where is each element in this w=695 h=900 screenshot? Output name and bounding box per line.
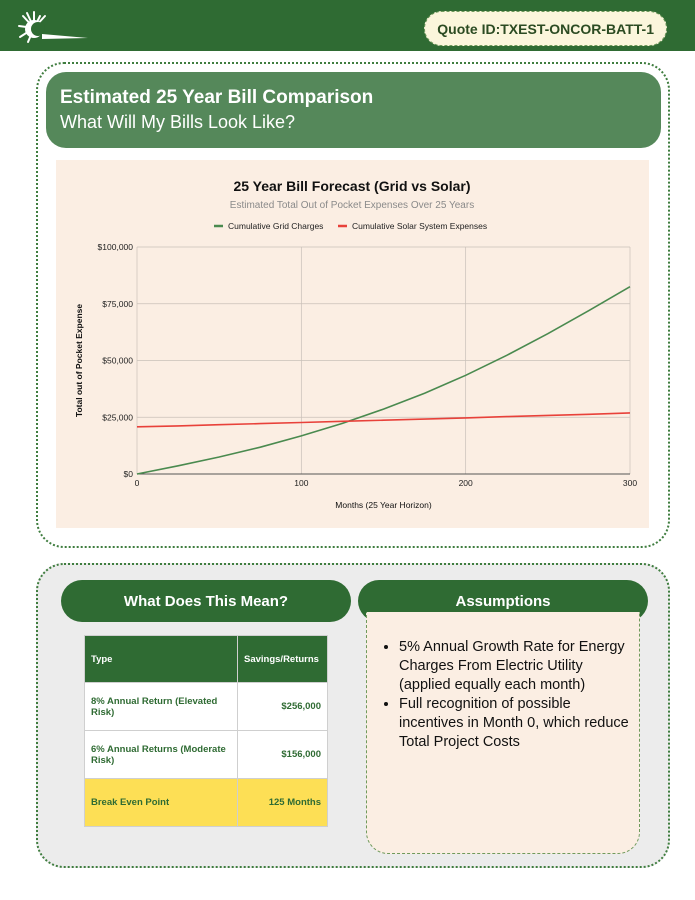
row-type: 8% Annual Return (Elevated Risk) [85,683,238,731]
assumptions-heading: Assumptions [358,580,648,622]
y-tick-label: $50,000 [102,355,133,366]
y-axis-label: Total out of Pocket Expense [74,303,84,418]
table-row [85,731,328,779]
table-row [85,683,328,731]
y-tick-label: $0 [123,469,133,479]
y-tick-label: $75,000 [102,298,133,309]
row-value: $156,000 [238,731,328,779]
row-value: 125 Months [238,779,328,827]
meaning-heading: What Does This Mean? [61,580,351,622]
y-tick-label: $100,000 [97,242,133,252]
x-tick-label: 200 [458,478,473,488]
chart-subtitle: Estimated Total Out of Pocket Expenses Over 25 Years [229,200,475,211]
assumptions-list [399,638,635,752]
quote-id-badge: Quote ID:TXEST-ONCOR-BATT-1 [424,11,667,46]
list-item: • Full recognition of possible incentives in Month 0, which reduce Total Project Costs [399,695,635,752]
x-axis-label: Months (25 Year Horizon) [335,500,432,510]
bill-forecast-chart [56,160,649,528]
x-tick-label: 0 [134,478,140,488]
page-subtitle: What Will My Bills Look Like? [60,112,296,132]
sunburst-logo-icon [14,8,94,48]
savings-table [84,635,328,827]
page-title: Estimated 25 Year Bill Comparison [60,87,374,108]
row-type: 6% Annual Returns (Moderate Risk) [85,731,238,779]
assumptions-box [366,612,640,854]
chart-container [56,160,649,528]
table-header-row [85,636,328,683]
table-row-break-even [85,779,328,827]
column-header-type: Type [85,636,238,683]
legend-entry: Cumulative Solar System Expenses [352,221,488,231]
list-item: • 5% Annual Growth Rate for Energy Charges From Electric Utility (applied equally each month) [399,638,635,695]
x-tick-label: 300 [622,478,638,488]
chart-title: 25 Year Bill Forecast (Grid vs Solar) [233,178,471,194]
column-header-savings: Savings/Returns [238,636,328,683]
x-tick-label: 100 [294,478,309,488]
title-banner [46,72,661,148]
top-bar [0,0,695,51]
row-type: Break Even Point [85,779,238,827]
legend-entry: Cumulative Grid Charges [228,221,324,231]
row-value: $256,000 [238,683,328,731]
y-tick-label: $25,000 [102,412,133,423]
